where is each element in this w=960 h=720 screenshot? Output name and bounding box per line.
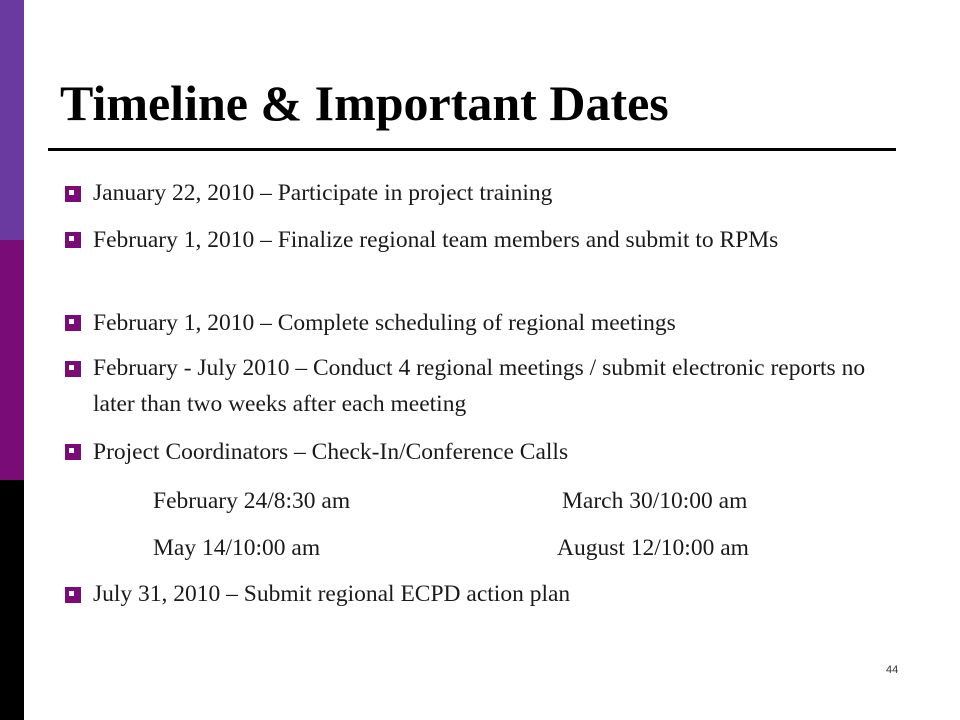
accent-band-top <box>0 0 24 240</box>
timeline-item: February 1, 2010 – Finalize regional team members and submit to RPMs <box>93 227 779 253</box>
left-accent-band <box>0 0 24 720</box>
call-date: May 14/10:00 am <box>153 535 321 561</box>
square-bullet-icon <box>65 186 81 202</box>
timeline-item: February 1, 2010 – Complete scheduling of regional meetings <box>93 310 676 336</box>
timeline-item: July 31, 2010 – Submit regional ECPD action plan <box>93 581 571 607</box>
page-number: 44 <box>886 664 899 676</box>
square-bullet-icon <box>65 361 81 377</box>
call-date: March 30/10:00 am <box>562 488 748 514</box>
title-underline <box>48 148 896 151</box>
square-bullet-icon <box>65 315 81 331</box>
square-bullet-icon <box>65 444 81 460</box>
square-bullet-icon <box>65 232 81 248</box>
accent-band-bottom <box>0 480 24 720</box>
timeline-item: January 22, 2010 – Participate in project training <box>93 180 553 206</box>
square-bullet-icon <box>65 587 81 603</box>
call-date: February 24/8:30 am <box>153 488 351 514</box>
call-date: August 12/10:00 am <box>557 535 749 561</box>
slide-title: Timeline & Important Dates <box>60 75 669 131</box>
timeline-item: February - July 2010 – Conduct 4 regional meetings / submit electronic reports no later than two weeks after each meeting <box>93 355 866 417</box>
timeline-item: Project Coordinators – Check-In/Conference Calls <box>93 439 569 465</box>
accent-band-middle <box>0 240 24 480</box>
